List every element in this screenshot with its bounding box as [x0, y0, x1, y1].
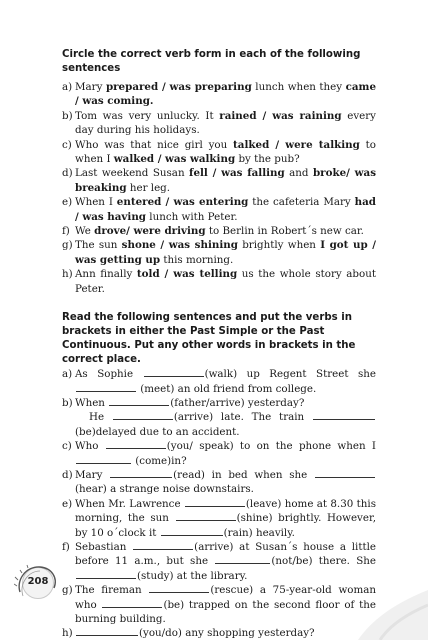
- exercise-2-item-f: f) Sebastian (arrive) at Susan΄s house a little before 11 a.m., but she (not/be) there. She (study) at the library.: [62, 540, 377, 582]
- worksheet: [62, 48, 376, 641]
- exercise-1-item: f) We drove/ were driving to Berlin in Robert΄s new car.: [62, 224, 376, 238]
- answer-blank[interactable]: [215, 555, 270, 564]
- answer-blank[interactable]: [106, 440, 166, 449]
- exercise-1-sentence: Mary prepared / was preparing lunch when they came / was coming.: [75, 81, 376, 108]
- exercise-2-item-g: g) The fireman (rescue) a 75-year-old woman who (be) trapped on the second floor of the burning building.: [62, 584, 376, 625]
- exercise-1-sentence: We drove/ were driving to Berlin in Robert΄s new car.: [75, 225, 364, 238]
- exercise-2-item-c: c) Who (you/ speak) to on the phone when I (come)in?: [62, 440, 377, 467]
- exercise-1-item: b) Tom was very unlucky. It rained / was raining every day during his holidays.: [62, 109, 376, 137]
- exercise-2-list: [62, 367, 376, 641]
- exercise-1-item: d) Last weekend Susan fell / was falling and broke/ was breaking her leg.: [62, 167, 376, 194]
- answer-blank[interactable]: [185, 498, 245, 507]
- exercise-1-list: [62, 80, 376, 296]
- answer-blank[interactable]: [109, 397, 169, 406]
- exercise-2-item-d: d) Mary (read) in bed when she (hear) a strange noise downstairs.: [62, 468, 376, 497]
- answer-blank[interactable]: [113, 411, 173, 420]
- answer-blank[interactable]: [144, 368, 204, 377]
- exercise-2-item-b: b) When (father/arrive) yesterday? He (arrive) late. The train (be)delayed due to an accident.: [62, 396, 376, 439]
- exercise-1-sentence: Ann finally told / was telling us the whole story about Peter.: [75, 268, 376, 295]
- answer-blank[interactable]: [176, 512, 236, 521]
- page-number: 208: [27, 576, 49, 587]
- exercise-1-item: e) When I entered / was entering the cafeteria Mary had / was having lunch with Peter.: [62, 196, 376, 223]
- answer-blank[interactable]: [133, 541, 193, 550]
- exercise-1-sentence: The sun shone / was shining brightly when I got up / was getting up this morning.: [75, 239, 376, 266]
- answer-blank[interactable]: [76, 627, 138, 636]
- answer-blank[interactable]: [110, 469, 172, 478]
- exercise-2-item-a: a) As Sophie (walk) up Regent Street she (meet) an old friend from college.: [62, 368, 376, 395]
- exercise-1-sentence: When I entered / was entering the cafeteria Mary had / was having lunch with Peter.: [75, 196, 376, 223]
- exercise-1-sentence: Last weekend Susan fell / was falling and broke/ was breaking her leg.: [75, 167, 376, 194]
- answer-blank[interactable]: [76, 570, 136, 579]
- answer-blank[interactable]: [315, 469, 375, 478]
- exercise-1-item: a) Mary prepared / was preparing lunch when they came / was coming.: [62, 81, 376, 108]
- exercise-2-item-e: e) When Mr. Lawrence (leave) home at 8.30 this morning, the sun (shine) brightly. However, by 10 o΄clock it (rain) heavily.: [62, 497, 377, 539]
- exercise-1-item: g) The sun shone / was shining brightly when I got up / was getting up this morning.: [62, 239, 376, 266]
- exercise-2-item-h: h) (you/do) any shopping yesterday?: [62, 627, 315, 640]
- page-number-badge: [22, 567, 54, 599]
- answer-blank[interactable]: [76, 383, 136, 392]
- answer-blank[interactable]: [76, 455, 131, 464]
- answer-blank[interactable]: [102, 599, 162, 608]
- answer-blank[interactable]: [161, 527, 223, 536]
- exercise-1-sentence: Tom was very unlucky. It rained / was raining every day during his holidays.: [75, 109, 376, 137]
- corner-decoration-icon: [338, 580, 428, 640]
- exercise-1-item: h) Ann finally told / was telling us the whole story about Peter.: [62, 268, 376, 295]
- exercise-1-sentence: Who was that nice girl you talked / were talking to when I walked / was walking by the pub?: [75, 138, 376, 166]
- exercise-1-item: c) Who was that nice girl you talked / were talking to when I walked / was walking by the pub?: [62, 138, 376, 166]
- answer-blank[interactable]: [149, 584, 209, 593]
- exercise-1-heading: Circle the correct verb form in each of the following sentences: [62, 49, 361, 74]
- answer-blank[interactable]: [313, 411, 375, 420]
- exercise-2-heading: Read the following sentences and put the verbs in brackets in either the Past Simple or the Past Continuous. Put any other words in brackets in the correct place.: [62, 312, 356, 366]
